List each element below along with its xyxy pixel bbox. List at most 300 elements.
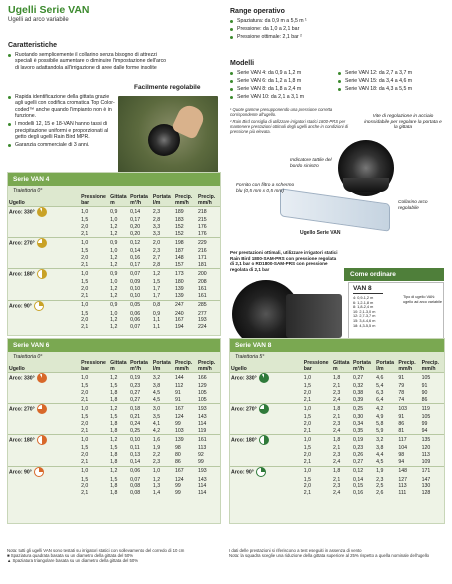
table-cell: 1,2 bbox=[152, 476, 161, 483]
range-item: Spaziatura: da 0,9 m a 5,5 m ¹ bbox=[230, 18, 440, 24]
table-cell: 0,25 bbox=[352, 404, 375, 415]
table-cell: 1,1 bbox=[152, 317, 161, 324]
table-row bbox=[8, 466, 220, 477]
arc-label bbox=[230, 414, 303, 421]
table-cell: 1,5 bbox=[303, 445, 311, 452]
arc-label bbox=[8, 459, 80, 466]
arc-label bbox=[8, 217, 80, 224]
column-header: Portata m³/h bbox=[352, 361, 375, 373]
table-cell: 2,2 bbox=[152, 452, 161, 459]
table-cell: 193 bbox=[197, 466, 220, 477]
table-cell: 2,1 bbox=[303, 489, 311, 496]
table-cell: 0,24 bbox=[130, 421, 141, 427]
table-cell: 128 bbox=[421, 489, 431, 496]
table-cell: 2,3 bbox=[333, 452, 341, 459]
table-cell: 1,2 bbox=[110, 292, 118, 299]
table-cell: 2,0 bbox=[81, 255, 89, 261]
table-cell: 247 bbox=[174, 300, 197, 311]
column-header: Pressione bar bbox=[80, 195, 109, 207]
table-cell: 0,27 bbox=[130, 396, 141, 403]
table-cell: 86 bbox=[174, 458, 181, 465]
table-cell: 1,5 bbox=[152, 279, 161, 286]
table-cell: 147 bbox=[421, 476, 431, 483]
table-cell: 105 bbox=[421, 414, 431, 421]
table-cell: 1,8 bbox=[110, 396, 118, 403]
table-cell: 2,4 bbox=[333, 489, 341, 496]
table-cell: 1,2 bbox=[109, 435, 129, 446]
table-cell: 0,12 bbox=[352, 466, 375, 477]
table-cell: 1,0 bbox=[80, 466, 109, 477]
arc-label bbox=[8, 445, 80, 452]
table-row bbox=[230, 452, 444, 459]
performance-table bbox=[8, 195, 220, 331]
column-header: Portata l/m bbox=[152, 361, 174, 373]
arc-label bbox=[8, 317, 80, 324]
table-cell: 0,13 bbox=[130, 452, 141, 459]
table-cell: 1,5 bbox=[81, 217, 89, 224]
table-cell: 0,12 bbox=[129, 238, 152, 249]
table-cell: 2,1 bbox=[81, 396, 89, 403]
order-option: 10: 2,1-3,0 m bbox=[353, 309, 376, 314]
table-cell: 0,16 bbox=[353, 489, 364, 496]
arc-label bbox=[8, 324, 80, 331]
arc-pattern-icon bbox=[37, 373, 47, 383]
table-row bbox=[230, 477, 444, 484]
table-cell: 0,8 bbox=[152, 300, 174, 311]
table-cell: 1,5 bbox=[81, 279, 89, 286]
table-cell: 94 bbox=[421, 427, 428, 434]
table-row bbox=[8, 483, 220, 490]
arc-label: Arco: 90° bbox=[8, 466, 80, 477]
table-cell: 99 bbox=[421, 421, 428, 427]
table-row bbox=[8, 238, 220, 249]
table-cell: 1,5 bbox=[81, 476, 89, 483]
table-cell: 0,32 bbox=[353, 383, 364, 390]
table-row bbox=[8, 317, 220, 324]
nozzle-label: Ugello Serie VAN bbox=[300, 230, 341, 236]
table-title: Serie VAN 6 bbox=[8, 339, 220, 352]
column-header: Ugello bbox=[8, 361, 80, 373]
table-cell: 1,9 bbox=[152, 445, 161, 452]
arc-pattern-icon bbox=[37, 269, 47, 279]
table-row bbox=[230, 414, 444, 421]
table-row bbox=[8, 262, 220, 269]
table-cell: 224 bbox=[197, 323, 207, 330]
table-cell: 5,9 bbox=[376, 427, 384, 434]
table-cell: 0,9 bbox=[152, 310, 161, 317]
table-cell: 0,05 bbox=[129, 300, 152, 311]
table-title: Serie VAN 8 bbox=[230, 339, 444, 352]
table-cell: 0,14 bbox=[129, 207, 152, 218]
table-cell: 0,34 bbox=[353, 421, 364, 427]
table-row bbox=[8, 300, 220, 311]
table-cell: 6,4 bbox=[376, 396, 384, 403]
table-cell: 0,19 bbox=[129, 373, 152, 384]
arc-pattern-icon bbox=[259, 373, 269, 383]
table-cell: 148 bbox=[397, 466, 420, 477]
range-heading: Range operativo bbox=[230, 8, 285, 15]
table-cell: 1,2 bbox=[110, 255, 118, 261]
arc-label: Arco: 270° bbox=[230, 404, 303, 415]
table-cell: 4,2 bbox=[375, 404, 397, 415]
feature-item: Ruotando semplicemente il collarino senza bisogno di attrezzi speciali è possibile aumentare o diminuire l'impostazione dell'arco di lavoro adattandola all'irrigazione di aree dalle forme insolite bbox=[8, 52, 170, 71]
table-cell: 0,30 bbox=[353, 414, 364, 421]
table-cell: 3,8 bbox=[376, 445, 384, 452]
arc-label bbox=[230, 421, 303, 428]
table-cell: 1,5 bbox=[303, 414, 311, 421]
table-cell: 193 bbox=[197, 317, 207, 324]
table-cell: 2,3 bbox=[152, 207, 174, 218]
arc-pattern-icon bbox=[259, 404, 269, 414]
arc-label: Arco: 180° bbox=[8, 269, 80, 280]
model-item: Serie VAN 12: da 2,7 a 3,7 m bbox=[338, 70, 450, 76]
table-cell: 2,1 bbox=[333, 414, 341, 421]
table-cell: 200 bbox=[197, 269, 220, 280]
table-cell: 81 bbox=[398, 427, 405, 434]
arc-pattern-icon bbox=[37, 238, 47, 248]
order-option: 18: 4,3-5,5 m bbox=[353, 323, 376, 328]
table-row bbox=[8, 293, 220, 300]
table-cell: 0,08 bbox=[130, 489, 141, 496]
table-cell: 0,10 bbox=[129, 435, 152, 446]
table-cell: 0,07 bbox=[129, 269, 152, 280]
table-cell: 2,0 bbox=[81, 286, 89, 293]
table-cell: 2,0 bbox=[303, 452, 311, 459]
table-cell: 98 bbox=[398, 452, 405, 459]
table-cell: 1,2 bbox=[110, 230, 118, 237]
table-row bbox=[230, 383, 444, 390]
arc-pattern-icon bbox=[37, 207, 47, 217]
table-cell: 1,0 bbox=[110, 310, 118, 317]
table-row bbox=[8, 428, 220, 435]
arc-label bbox=[8, 231, 80, 238]
table-cell: 152 bbox=[174, 223, 184, 230]
table-cell: 111 bbox=[398, 489, 407, 496]
table-cell: 105 bbox=[197, 389, 207, 396]
table-cell: 0,19 bbox=[352, 435, 375, 446]
arc-label bbox=[8, 397, 80, 404]
table-cell: 0,20 bbox=[130, 223, 141, 230]
features-heading: Caratteristiche bbox=[8, 42, 58, 49]
table-cell: 2,8 bbox=[152, 261, 161, 268]
arc-label: Arco: 330° bbox=[230, 373, 303, 384]
callout-indicator: Indicatore tattile del bordo sinistro bbox=[290, 158, 332, 169]
table-cell: 114 bbox=[197, 483, 207, 490]
table-cell: 2,1 bbox=[81, 489, 89, 496]
table-cell: 1,9 bbox=[375, 466, 397, 477]
arc-label bbox=[230, 452, 303, 459]
table-cell: 2,5 bbox=[376, 483, 384, 490]
table-cell: 0,14 bbox=[130, 458, 141, 465]
table-cell: 167 bbox=[174, 317, 184, 324]
table-cell: 4,5 bbox=[152, 389, 161, 396]
photo-caption: Facilmente regolabile bbox=[134, 84, 201, 91]
table-cell: 0,07 bbox=[130, 476, 141, 483]
table-cell: 0,17 bbox=[130, 261, 141, 268]
table-cell: 1,0 bbox=[80, 207, 109, 218]
arc-label bbox=[8, 286, 80, 293]
table-cell: 4,4 bbox=[376, 452, 384, 459]
table-cell: 143 bbox=[197, 414, 207, 421]
features-list-2 bbox=[8, 94, 116, 150]
table-cell: 109 bbox=[421, 458, 431, 465]
table-cell: 2,0 bbox=[81, 223, 89, 230]
table-cell: 0,27 bbox=[352, 373, 375, 384]
table-cell: 119 bbox=[197, 427, 207, 434]
table-cell: 0,21 bbox=[130, 414, 141, 421]
table-row bbox=[8, 311, 220, 318]
column-header: Gittata m bbox=[109, 361, 129, 373]
arc-label bbox=[8, 224, 80, 231]
arc-label bbox=[230, 428, 303, 435]
table-cell: 2,3 bbox=[333, 483, 341, 490]
table-title: Serie VAN 4 bbox=[8, 173, 220, 186]
table-cell: 103 bbox=[397, 404, 420, 415]
table-cell: 1,5 bbox=[110, 414, 118, 421]
table-cell: 285 bbox=[197, 300, 220, 311]
table-row bbox=[8, 477, 220, 484]
table-cell: 86 bbox=[421, 396, 428, 403]
table-cell: 1,7 bbox=[152, 286, 161, 293]
table-cell: 1,2 bbox=[110, 323, 118, 330]
table-cell: 1,0 bbox=[80, 373, 109, 384]
arc-pattern-icon bbox=[259, 435, 269, 445]
arc-label: Arco: 270° bbox=[8, 238, 80, 249]
arc-label: Arco: 180° bbox=[8, 435, 80, 446]
table-cell: 2,0 bbox=[81, 483, 89, 490]
footnote-triangle: ▲ Spaziatura triangolare basata su un diametro della gittata del 50% bbox=[7, 558, 139, 564]
table-cell: 1,0 bbox=[110, 279, 118, 286]
footnote-wind: I dati delle prestazioni si riferiscono a test eseguiti in assenza di vento bbox=[229, 548, 362, 553]
table-cell: 2,0 bbox=[81, 421, 89, 427]
column-header: Portata m³/h bbox=[129, 195, 152, 207]
table-cell: 105 bbox=[197, 396, 207, 403]
arc-label bbox=[230, 397, 303, 404]
table-cell: 0,11 bbox=[130, 445, 140, 452]
table-cell: 1,8 bbox=[332, 435, 352, 446]
table-cell: 0,25 bbox=[130, 427, 141, 434]
table-row bbox=[8, 435, 220, 446]
table-cell: 86 bbox=[398, 421, 405, 427]
table-cell: 1,5 bbox=[110, 445, 118, 452]
table-cell: 1,0 bbox=[80, 269, 109, 280]
column-header: Precip. mm/h bbox=[197, 361, 220, 373]
column-header: Portata l/m bbox=[375, 361, 397, 373]
footnote-right bbox=[229, 548, 447, 558]
table-cell: 1,5 bbox=[110, 383, 118, 390]
table-cell: 0,06 bbox=[130, 310, 141, 317]
table-cell: 1,2 bbox=[110, 286, 118, 293]
table-cell: 1,2 bbox=[110, 317, 118, 324]
table-cell: 161 bbox=[197, 286, 207, 293]
table-cell: 198 bbox=[174, 238, 197, 249]
column-header: Precip. mm/h bbox=[421, 361, 444, 373]
table-cell: 0,9 bbox=[109, 300, 129, 311]
table-row bbox=[230, 490, 444, 497]
column-header: Precip. mm/h bbox=[197, 195, 220, 207]
table-cell: 1,8 bbox=[110, 489, 118, 496]
footnote-square: ■ Spaziatura quadrata basata su un diametro della gittata del 50% bbox=[7, 553, 134, 559]
order-heading: Come ordinare bbox=[344, 268, 444, 281]
table-cell: 2,0 bbox=[81, 317, 89, 324]
table-cell: 3,5 bbox=[152, 414, 161, 421]
table-row bbox=[8, 452, 220, 459]
table-cell: 2,0 bbox=[303, 483, 311, 490]
table-cell: 2,6 bbox=[376, 489, 384, 496]
page-subtitle: Ugelli ad arco variabile bbox=[8, 17, 69, 23]
order-option: 15: 3,4-4,6 m bbox=[353, 318, 376, 323]
table-row bbox=[8, 279, 220, 286]
arc-label: Arco: 90° bbox=[230, 466, 303, 477]
order-options bbox=[353, 296, 375, 328]
table-cell: 194 bbox=[174, 323, 184, 330]
table-cell: 2,4 bbox=[333, 458, 341, 465]
models-note-2: ² Rain Bird consiglia di utilizzare irrigatori statici 1800-PRS per mantenere prestazioni ottimali degli ugelli anche in condizioni di pressione più elevata. bbox=[230, 119, 349, 134]
table-cell: 2,1 bbox=[333, 476, 341, 483]
order-model: VAN 8 bbox=[353, 285, 372, 292]
table-cell: 124 bbox=[174, 476, 184, 483]
table-row bbox=[8, 217, 220, 224]
order-box bbox=[348, 282, 444, 344]
arc-label bbox=[8, 414, 80, 421]
arc-label bbox=[8, 255, 80, 262]
arc-label bbox=[8, 293, 80, 300]
table-cell: 1,0 bbox=[80, 404, 109, 415]
table-cell: 113 bbox=[197, 445, 207, 452]
arc-label bbox=[230, 477, 303, 484]
table-cell: 129 bbox=[197, 383, 207, 390]
models-heading: Modelli bbox=[230, 60, 255, 67]
table-cell: 240 bbox=[174, 310, 184, 317]
table-cell: 0,07 bbox=[130, 323, 141, 330]
table-cell: 1,0 bbox=[110, 217, 118, 224]
table-cell: 2,1 bbox=[81, 458, 89, 465]
table-cell: 91 bbox=[398, 414, 405, 421]
column-header: Precip. mm/h bbox=[174, 195, 197, 207]
arc-pattern-icon bbox=[34, 467, 44, 477]
table-cell: 1,6 bbox=[152, 435, 174, 446]
arc-label bbox=[230, 459, 303, 466]
table-cell: 130 bbox=[421, 483, 431, 490]
table-cell: 114 bbox=[197, 489, 207, 496]
table-cell: 1,5 bbox=[303, 476, 311, 483]
table-cell: 1,5 bbox=[81, 414, 89, 421]
arc-label bbox=[8, 279, 80, 286]
table-cell: 277 bbox=[197, 310, 207, 317]
table-cell: 1,8 bbox=[110, 452, 118, 459]
column-header: Portata m³/h bbox=[129, 361, 152, 373]
table-cell: 5,8 bbox=[376, 421, 384, 427]
table-cell: 0,35 bbox=[353, 427, 364, 434]
table-row bbox=[8, 445, 220, 452]
table-cell: 1,0 bbox=[110, 248, 118, 255]
table-cell: 218 bbox=[197, 207, 220, 218]
performance-table bbox=[8, 361, 220, 497]
arc-label bbox=[8, 490, 80, 497]
callout-adjust-screw: Vite di regolazione in acciaio inossidabile per regolare la portata e la gittata bbox=[364, 114, 442, 131]
table-cell: 2,0 bbox=[303, 421, 311, 427]
table-cell: 0,16 bbox=[130, 255, 141, 261]
table-cell: 171 bbox=[421, 466, 444, 477]
table-cell: 176 bbox=[197, 230, 207, 237]
table-cell: 1,2 bbox=[109, 404, 129, 415]
order-option: 8: 1,8-2,4 m bbox=[353, 305, 374, 310]
table-row bbox=[8, 421, 220, 428]
table-cell: 1,2 bbox=[152, 269, 174, 280]
table-cell: 1,5 bbox=[110, 476, 118, 483]
table-row bbox=[8, 383, 220, 390]
arc-pattern-icon bbox=[37, 435, 47, 445]
table-cell: 105 bbox=[421, 373, 444, 384]
table-cell: 2,0 bbox=[303, 389, 311, 396]
features-list bbox=[8, 52, 170, 73]
table-cell: 1,2 bbox=[110, 223, 118, 230]
pressure-note: Per prestazioni ottimali, utilizzare irrigatori statici Rain Bird 1800-SAM-PRS con pressione regolata di 2,1 bar o RD1800-SAM-PRS con pressione regolata di 2,1 bar bbox=[230, 250, 338, 272]
arc-label: Arco: 330° bbox=[8, 207, 80, 218]
table-cell: 0,06 bbox=[129, 466, 152, 477]
table-cell: 135 bbox=[421, 435, 444, 446]
table-cell: 1,5 bbox=[303, 383, 311, 390]
table-cell: 2,1 bbox=[81, 292, 89, 299]
table-cell: 2,1 bbox=[333, 445, 341, 452]
table-cell: 0,38 bbox=[353, 389, 364, 396]
table-cell: 78 bbox=[398, 389, 405, 396]
table-cell: 2,7 bbox=[152, 255, 161, 261]
table-cell: 2,3 bbox=[152, 458, 161, 465]
arc-label: Arco: 90° bbox=[8, 300, 80, 311]
models-note-1: ¹ Quote gamme presupponendo una pressione corretta corrispondente all'ugello. bbox=[230, 107, 333, 117]
table-cell: 187 bbox=[174, 248, 184, 255]
table-cell: 5,4 bbox=[376, 383, 384, 390]
table-cell: 2,0 bbox=[81, 452, 89, 459]
table-cell: 1,8 bbox=[332, 466, 352, 477]
table-cell: 139 bbox=[174, 292, 184, 299]
table-cell: 1,8 bbox=[110, 458, 118, 465]
spray-body-image bbox=[286, 294, 342, 338]
column-header: Portata l/m bbox=[152, 195, 174, 207]
table-cell: 74 bbox=[398, 396, 405, 403]
column-header: Precip. mm/h bbox=[174, 361, 197, 373]
table-row bbox=[8, 207, 220, 218]
table-cell: 1,1 bbox=[152, 323, 161, 330]
table-cell: 2,1 bbox=[81, 230, 89, 237]
arc-label bbox=[8, 311, 80, 318]
arc-label bbox=[8, 428, 80, 435]
table-cell: 4,5 bbox=[152, 396, 161, 403]
table-cell: 1,0 bbox=[80, 238, 109, 249]
table-trajectory: Traiettoria 5° bbox=[230, 352, 444, 361]
table-cell: 171 bbox=[197, 255, 207, 261]
table-cell: 0,20 bbox=[130, 230, 141, 237]
table-cell: 0,17 bbox=[130, 217, 141, 224]
arc-label bbox=[230, 390, 303, 397]
table-cell: 148 bbox=[174, 255, 184, 261]
table-cell: 167 bbox=[174, 404, 197, 415]
table-van-4 bbox=[7, 172, 221, 336]
column-header: Precip. mm/h bbox=[397, 361, 420, 373]
table-cell: 1,8 bbox=[332, 404, 352, 415]
table-cell: 0,10 bbox=[130, 292, 141, 299]
arc-label: Arco: 180° bbox=[230, 435, 303, 446]
table-cell: 1,0 bbox=[303, 404, 332, 415]
table-cell: 167 bbox=[174, 466, 197, 477]
table-cell: 0,23 bbox=[353, 445, 364, 452]
table-cell: 2,1 bbox=[303, 458, 311, 465]
range-list bbox=[230, 18, 440, 42]
table-cell: 1,5 bbox=[81, 445, 89, 452]
model-item: Serie VAN 10: da 2,1 a 3,1 m bbox=[230, 94, 340, 100]
table-cell: 1,0 bbox=[303, 435, 332, 446]
